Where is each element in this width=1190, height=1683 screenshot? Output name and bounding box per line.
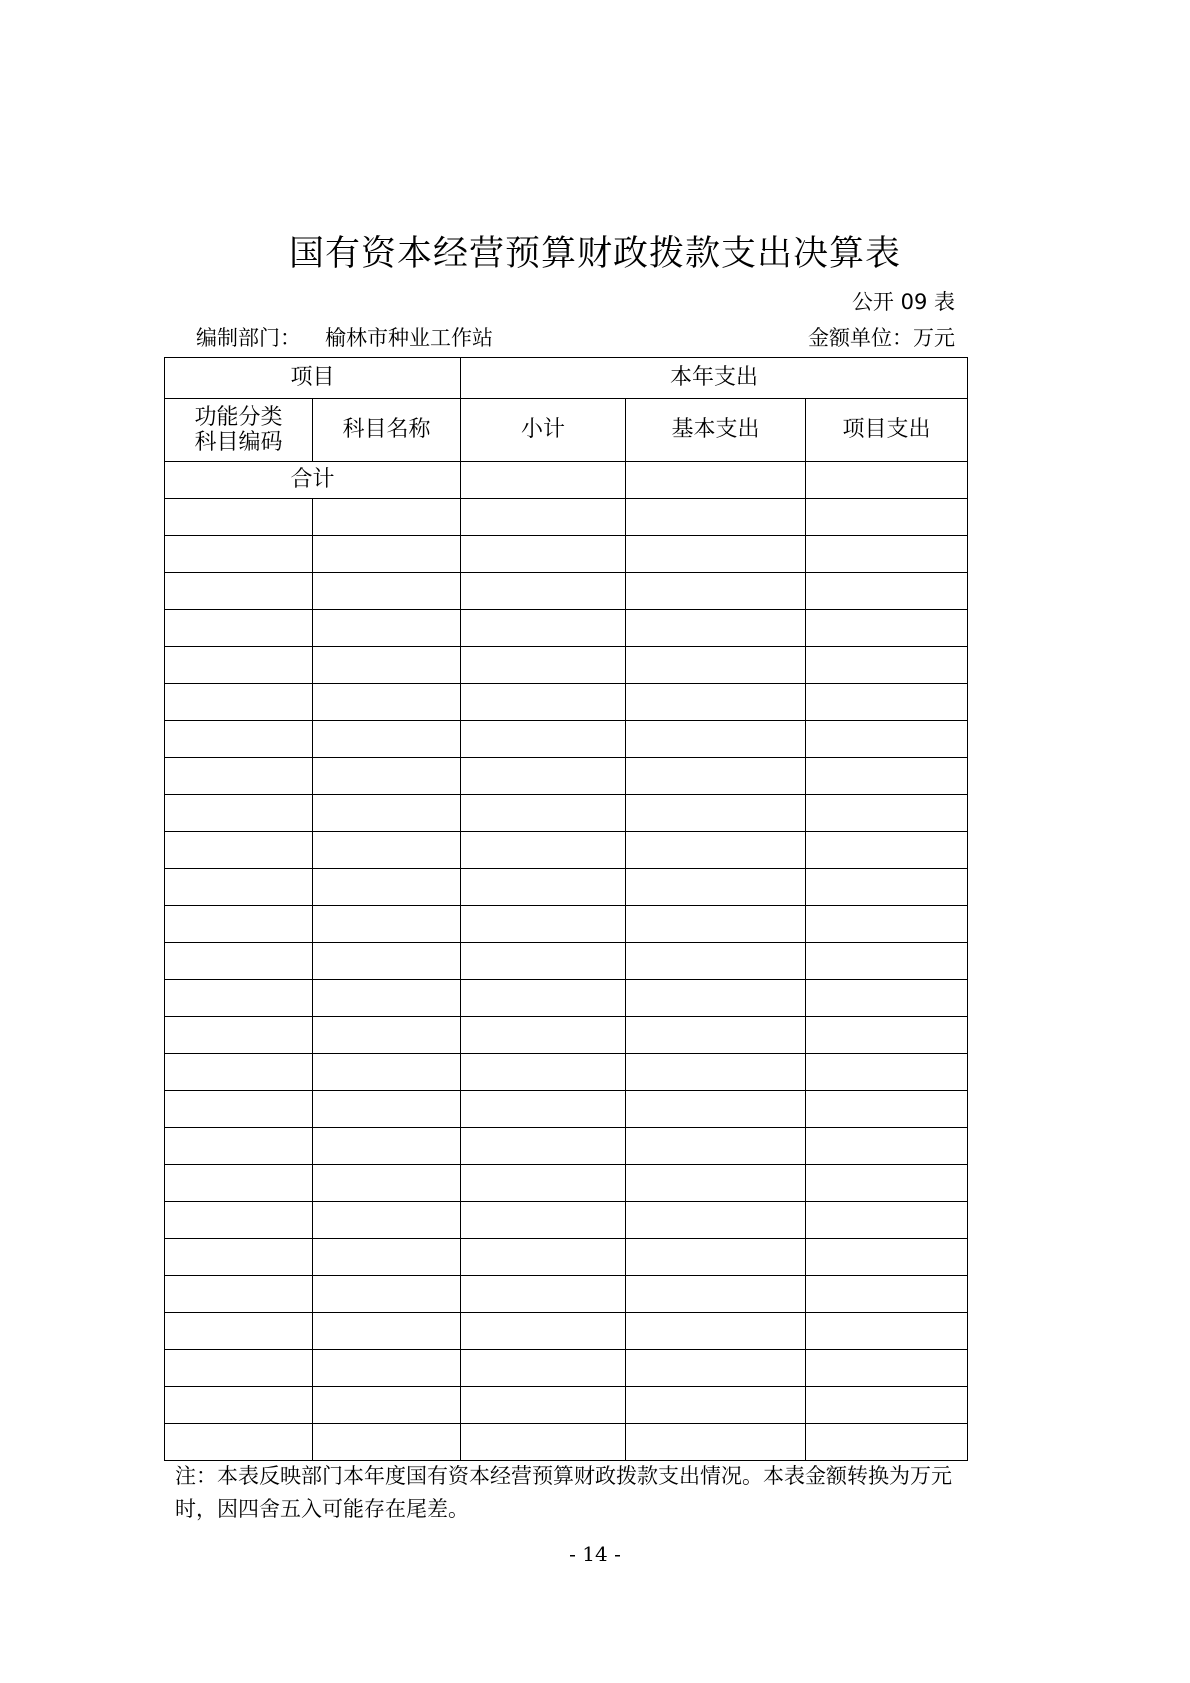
- table-row: [165, 647, 968, 684]
- table-row: [165, 1202, 968, 1239]
- table-cell: [626, 1387, 806, 1424]
- table-cell: [461, 943, 626, 980]
- table-cell: [806, 906, 968, 943]
- table-cell: [461, 499, 626, 536]
- table-cell: [806, 1387, 968, 1424]
- header-project: 项目: [165, 358, 461, 399]
- table-cell: [806, 1239, 968, 1276]
- table-row: [165, 758, 968, 795]
- table-cell: [165, 1239, 313, 1276]
- table-cell: [626, 943, 806, 980]
- table-cell: [626, 869, 806, 906]
- table-cell: [165, 943, 313, 980]
- table-row: [165, 832, 968, 869]
- table-cell: [806, 647, 968, 684]
- table-cell: [626, 906, 806, 943]
- table-cell: [806, 1128, 968, 1165]
- table-cell: [626, 758, 806, 795]
- table-row: [165, 869, 968, 906]
- table-cell: [165, 1424, 313, 1461]
- table-cell: [626, 1313, 806, 1350]
- table-cell: [313, 1054, 461, 1091]
- table-cell: [165, 1017, 313, 1054]
- total-subtotal-cell: [461, 462, 626, 499]
- table-cell: [461, 1239, 626, 1276]
- table-cell: [806, 536, 968, 573]
- table-cell: [806, 980, 968, 1017]
- table-cell: [626, 610, 806, 647]
- table-row: [165, 980, 968, 1017]
- table-cell: [313, 906, 461, 943]
- compiler-info: [196, 322, 493, 352]
- total-row: [165, 462, 968, 499]
- table-cell: [461, 758, 626, 795]
- table-cell: [313, 980, 461, 1017]
- table-cell: [461, 684, 626, 721]
- table-cell: [165, 1276, 313, 1313]
- table-cell: [313, 1165, 461, 1202]
- table-row: [165, 795, 968, 832]
- header-function-code: 功能分类 科目编码: [165, 399, 313, 462]
- header-info-row: [196, 322, 955, 352]
- table-cell: [461, 1424, 626, 1461]
- table-cell: [806, 1054, 968, 1091]
- table-cell: [461, 1054, 626, 1091]
- table-row: [165, 906, 968, 943]
- table-cell: [313, 1128, 461, 1165]
- table-row: [165, 1091, 968, 1128]
- table-cell: [806, 684, 968, 721]
- table-row: [165, 721, 968, 758]
- total-project-cell: [806, 462, 968, 499]
- table-row: [165, 1276, 968, 1313]
- table-cell: [313, 795, 461, 832]
- table-cell: [626, 1017, 806, 1054]
- table-cell: [461, 536, 626, 573]
- header-row-1: [165, 358, 968, 399]
- table-row: [165, 610, 968, 647]
- table-row: [165, 1350, 968, 1387]
- table-cell: [461, 647, 626, 684]
- table-row: [165, 1313, 968, 1350]
- empty-rows: [165, 499, 968, 1461]
- table-cell: [461, 1202, 626, 1239]
- table-cell: [313, 1313, 461, 1350]
- compiler-label: 编制部门：: [196, 326, 301, 350]
- table-row: [165, 536, 968, 573]
- table-cell: [165, 647, 313, 684]
- page-number: - 14 -: [569, 1542, 621, 1566]
- table-cell: [461, 610, 626, 647]
- table-row: [165, 1054, 968, 1091]
- table-cell: [165, 721, 313, 758]
- table-row: [165, 1424, 968, 1461]
- compiler-value: 榆林市种业工作站: [325, 326, 493, 350]
- table-row: [165, 499, 968, 536]
- table-cell: [806, 832, 968, 869]
- table-row: [165, 1017, 968, 1054]
- table-cell: [165, 536, 313, 573]
- header-row-2: [165, 399, 968, 462]
- table-cell: [165, 1128, 313, 1165]
- table-cell: [806, 1313, 968, 1350]
- table-cell: [313, 721, 461, 758]
- table-cell: [461, 1091, 626, 1128]
- table-cell: [461, 1276, 626, 1313]
- footnote: 注：本表反映部门本年度国有资本经营预算财政拨款支出情况。本表金额转换为万元时，因四舍五入可能存在尾差。: [175, 1464, 952, 1521]
- table-cell: [165, 573, 313, 610]
- table-cell: [626, 1350, 806, 1387]
- total-basic-cell: [626, 462, 806, 499]
- table-cell: [313, 1350, 461, 1387]
- table-cell: [626, 1128, 806, 1165]
- table-cell: [313, 573, 461, 610]
- table-cell: [806, 1276, 968, 1313]
- table-cell: [165, 610, 313, 647]
- table-cell: [461, 1387, 626, 1424]
- table-cell: [626, 647, 806, 684]
- table-cell: [626, 721, 806, 758]
- table-row: [165, 1128, 968, 1165]
- table-cell: [626, 536, 806, 573]
- table-cell: [165, 1202, 313, 1239]
- table-cell: [806, 795, 968, 832]
- table-cell: [806, 721, 968, 758]
- table-cell: [626, 832, 806, 869]
- header-basic-expenditure: 基本支出: [626, 399, 806, 462]
- table-cell: [626, 1165, 806, 1202]
- table-cell: [313, 1387, 461, 1424]
- table-cell: [165, 1165, 313, 1202]
- table-cell: [313, 1017, 461, 1054]
- table-cell: [461, 980, 626, 1017]
- table-cell: [806, 1350, 968, 1387]
- table-cell: [461, 906, 626, 943]
- table-cell: [313, 1091, 461, 1128]
- table-cell: [313, 499, 461, 536]
- table-cell: [165, 684, 313, 721]
- table-cell: [626, 1091, 806, 1128]
- header-subtotal: 小计: [461, 399, 626, 462]
- table-cell: [806, 573, 968, 610]
- table-cell: [626, 1202, 806, 1239]
- table-cell: [806, 943, 968, 980]
- table-cell: [806, 1091, 968, 1128]
- table-cell: [165, 499, 313, 536]
- table-cell: [313, 647, 461, 684]
- table-row: [165, 1165, 968, 1202]
- table-row: [165, 1239, 968, 1276]
- table-cell: [313, 758, 461, 795]
- table-cell: [461, 1017, 626, 1054]
- header-subject-name: 科目名称: [313, 399, 461, 462]
- table-cell: [626, 1276, 806, 1313]
- table-cell: [313, 832, 461, 869]
- table-cell: [806, 1424, 968, 1461]
- table-cell: [806, 758, 968, 795]
- table-cell: [165, 832, 313, 869]
- table-row: [165, 573, 968, 610]
- total-label: 合计: [165, 462, 461, 499]
- table-row: [165, 1387, 968, 1424]
- table-cell: [626, 1239, 806, 1276]
- table-cell: [626, 1424, 806, 1461]
- table-cell: [313, 536, 461, 573]
- table-cell: [626, 795, 806, 832]
- table-cell: [165, 1091, 313, 1128]
- table-cell: [626, 499, 806, 536]
- table-cell: [626, 684, 806, 721]
- table-cell: [806, 1202, 968, 1239]
- table-cell: [165, 1350, 313, 1387]
- form-number: 公开 09 表: [851, 290, 955, 314]
- table-cell: [313, 1276, 461, 1313]
- table-cell: [313, 869, 461, 906]
- table-cell: [313, 1424, 461, 1461]
- table-cell: [165, 869, 313, 906]
- table-cell: [626, 1054, 806, 1091]
- table-cell: [313, 943, 461, 980]
- table-cell: [461, 1128, 626, 1165]
- table-row: [165, 943, 968, 980]
- table-cell: [165, 795, 313, 832]
- table-cell: [461, 1165, 626, 1202]
- table-cell: [806, 1017, 968, 1054]
- page-title: 国有资本经营预算财政拨款支出决算表: [288, 234, 901, 274]
- table-cell: [626, 573, 806, 610]
- table-cell: [165, 906, 313, 943]
- table-cell: [806, 499, 968, 536]
- amount-unit: 金额单位：万元: [808, 326, 955, 350]
- table-cell: [461, 869, 626, 906]
- table-cell: [461, 795, 626, 832]
- table-cell: [461, 1313, 626, 1350]
- header-current-year-expenditure: 本年支出: [461, 358, 968, 399]
- table-cell: [461, 721, 626, 758]
- expenditure-table: [164, 357, 968, 1461]
- table-cell: [165, 1313, 313, 1350]
- table-cell: [461, 832, 626, 869]
- table-cell: [461, 573, 626, 610]
- table-cell: [806, 1165, 968, 1202]
- table-cell: [313, 610, 461, 647]
- table-cell: [165, 980, 313, 1017]
- table-row: [165, 684, 968, 721]
- table-cell: [165, 1387, 313, 1424]
- table-cell: [806, 610, 968, 647]
- table-cell: [165, 758, 313, 795]
- header-project-expenditure: 项目支出: [806, 399, 968, 462]
- table-cell: [461, 1350, 626, 1387]
- table-cell: [165, 1054, 313, 1091]
- table-cell: [313, 684, 461, 721]
- table-cell: [313, 1202, 461, 1239]
- table-cell: [806, 869, 968, 906]
- table-cell: [626, 980, 806, 1017]
- table-cell: [313, 1239, 461, 1276]
